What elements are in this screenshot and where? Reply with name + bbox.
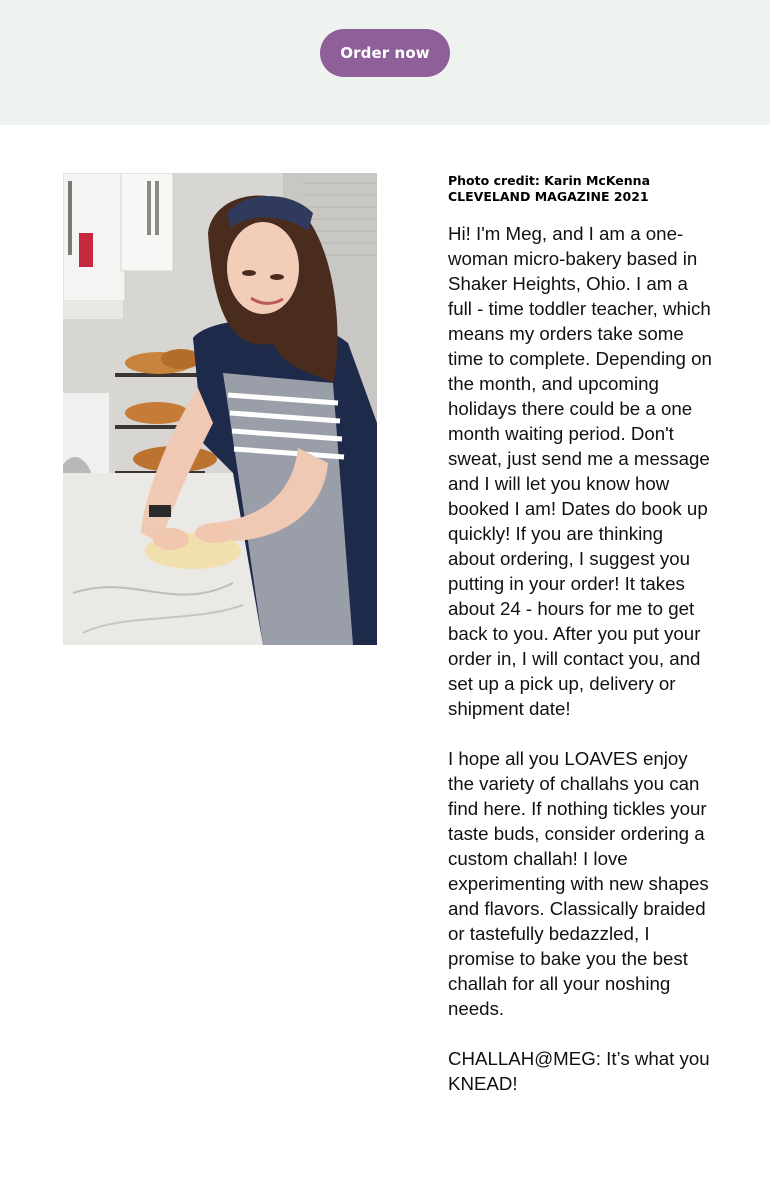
bio-text (448, 221, 713, 1121)
baker-photo (63, 173, 377, 645)
order-now-button[interactable]: Order now (320, 29, 450, 77)
bio-paragraph-tagline: CHALLAH@MEG: It’s what you KNEAD! (448, 1048, 710, 1094)
photo-credit (448, 173, 728, 205)
photo-credit-publication: CLEVELAND MAGAZINE 2021 (448, 189, 649, 204)
bio-paragraph-intro: Hi! I'm Meg, and I am a one-woman micro-bakery based in Shaker Heights, Ohio. I am a full - time toddler teacher, which means my orders take some time to complete. Depending on the month, and upcoming holidays there could be a one month waiting period. Don't sweat, just send me a message and I will let you know how booked I am! Dates do book up quickly! If you are thinking about ordering, I suggest you putting in your order! It takes about 24 - hours for me to get back to you. After you put your order in, I will contact you, and set up a pick up, delivery or shipment date! (448, 223, 712, 719)
top-banner (0, 0, 770, 125)
photo-credit-name: Photo credit: Karin McKenna (448, 173, 651, 188)
bio-paragraph-variety: I hope all you LOAVES enjoy the variety of challahs you can find here. If nothing tickles your taste buds, consider ordering a custom challah! I love experimenting with new shapes and flavors. Classically braided or tastefully bedazzled, I promise to bake you the best challah for all your noshing needs. (448, 748, 709, 1019)
